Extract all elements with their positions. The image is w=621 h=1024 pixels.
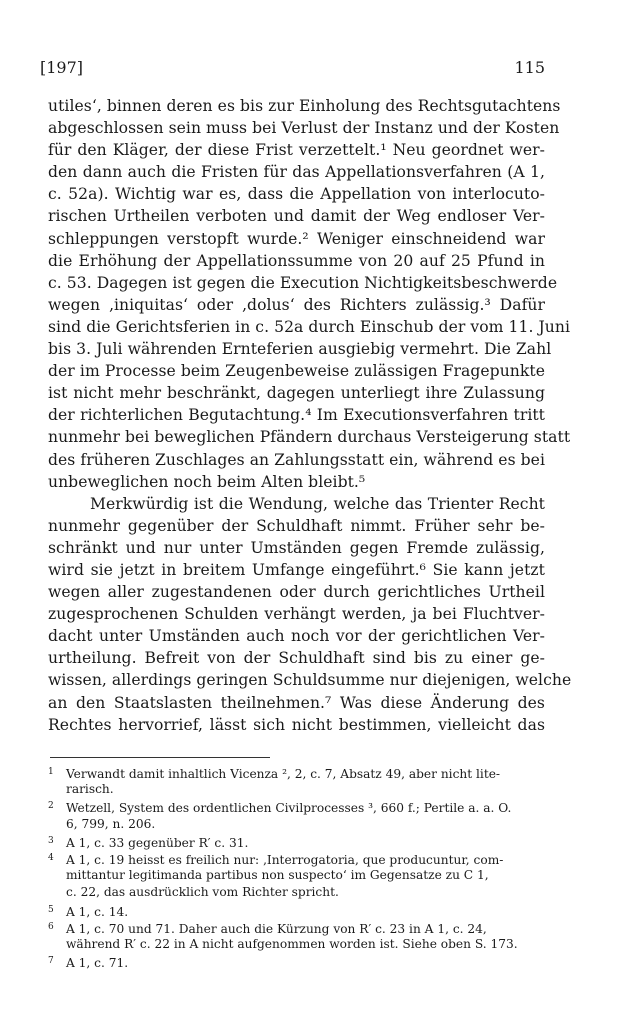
page-number: 115 — [514, 58, 545, 77]
footnote-text: A 1, c. 33 gegenüber R′ c. 31. — [66, 835, 249, 850]
body-line: der richterlichen Begutachtung.⁴ Im Executionsverfahren tritt — [48, 406, 545, 425]
footnote-text: mittantur legitimanda partibus non suspecto‘ im Gegensatze zu C 1, — [66, 868, 489, 883]
body-line: zugesprochenen Schulden verhängt werden, ja bei Fluchtver- — [48, 605, 545, 624]
body-line: utiles‘, binnen deren es bis zur Einholung des Rechtsgutachtens — [48, 97, 561, 115]
footnote-number: 7 — [48, 956, 54, 967]
body-line: wissen, allerdings geringen Schuldsumme nur diejenigen, welche — [48, 671, 572, 690]
footnote — [48, 833, 545, 850]
body-line: dacht unter Umständen auch noch vor der gerichtlichen Ver- — [48, 627, 545, 646]
footnote-text: c. 22, das ausdrücklich vom Richter spricht. — [66, 885, 339, 900]
footnote-text: A 1, c. 14. — [66, 904, 129, 919]
body-line: c. 52a). Wichtig war es, dass die Appellation von interlocuto- — [48, 185, 545, 204]
body-line: wegen ‚iniquitas‘ oder ‚dolus‘ des Richters zulässig.³ Dafür — [48, 295, 545, 314]
body-line: nunmehr gegenüber der Schuldhaft nimmt. Früher sehr be- — [48, 516, 545, 535]
footnote — [48, 919, 545, 953]
footnote-number: 4 — [48, 852, 54, 863]
footnote-text: während R′ c. 22 in A nicht aufgenommen worden ist. Siehe oben S. 173. — [66, 936, 518, 951]
footnote-text: A 1, c. 71. — [66, 956, 129, 971]
footnote-number: 6 — [48, 921, 54, 932]
footnote-text: A 1, c. 19 heisst es freilich nur: ‚Interrogatoria, que producuntur, com- — [66, 852, 504, 867]
footnote-text: A 1, c. 70 und 71. Daher auch die Kürzung von R′ c. 23 in A 1, c. 24, — [66, 921, 487, 936]
body-line: der im Processe beim Zeugenbeweise zulässigen Fragepunkte — [48, 362, 545, 381]
footnote — [48, 953, 545, 970]
body-line: die Erhöhung der Appellationssumme von 20 auf 25 Pfund in — [48, 251, 545, 270]
body-line: nunmehr bei beweglichen Pfändern durchaus Versteigerung statt — [48, 428, 571, 447]
body-line: bis 3. Juli währenden Ernteferien ausgiebig vermehrt. Die Zahl — [48, 340, 552, 359]
footnote-text: Verwandt damit inhaltlich Vicenza ², 2, c. 7, Absatz 49, aber nicht lite- — [66, 767, 501, 781]
body-line: an den Staatslasten theilnehmen.⁷ Was diese Änderung des — [48, 693, 545, 712]
footnote-divider — [50, 757, 270, 758]
footnote — [48, 850, 545, 902]
body-line: schleppungen verstopft wurde.² Weniger einschneidend war — [48, 229, 545, 248]
footnote-text: Wetzell, System des ordentlichen Civilprocesses ³, 660 f.; Pertile a. a. O. — [66, 801, 512, 816]
footnote-text: rarisch. — [66, 782, 114, 797]
body-line: des früheren Zuschlages an Zahlungsstatt ein, während es bei — [48, 450, 545, 469]
body-line: unbeweglichen noch beim Alten bleibt.⁵ — [48, 472, 366, 491]
footnote — [48, 902, 545, 919]
body-line: wegen aller zugestandenen oder durch gerichtliches Urtheil — [48, 583, 545, 602]
body-line: wird sie jetzt in breitem Umfange eingeführt.⁶ Sie kann jetzt — [48, 560, 545, 579]
footnote-text: 6, 799, n. 206. — [66, 816, 156, 831]
body-line: rischen Urtheilen verboten und damit der Weg endloser Ver- — [48, 207, 545, 226]
body-line: sind die Gerichtsferien in c. 52a durch Einschub der vom 11. Juni — [48, 317, 570, 336]
footnote-number: 2 — [48, 801, 54, 812]
footnotes — [48, 764, 545, 970]
footnote-number: 5 — [48, 904, 54, 915]
body-text — [48, 95, 572, 736]
body-line: c. 53. Dagegen ist gegen die Execution Nichtigkeitsbeschwerde — [48, 273, 558, 292]
footnote-number: 3 — [48, 835, 54, 846]
body-line: ist nicht mehr beschränkt, dagegen unterliegt ihre Zulassung — [48, 384, 545, 403]
paragraph-start-line: Merkwürdig ist die Wendung, welche das Trienter Recht — [90, 494, 545, 513]
body-line: urtheilung. Befreit von der Schuldhaft sind bis zu einer ge- — [48, 649, 545, 668]
footnote-number: 1 — [48, 767, 54, 777]
page-header — [40, 58, 545, 77]
body-line: für den Kläger, der diese Frist verzettelt.¹ Neu geordnet wer- — [48, 141, 545, 160]
page-marker: [197] — [40, 58, 84, 77]
body-line: Rechtes hervorrief, lässt sich nicht bestimmen, vielleicht das — [48, 715, 545, 734]
footnote — [48, 764, 545, 798]
body-line: abgeschlossen sein muss bei Verlust der Instanz und der Kosten — [48, 119, 560, 138]
body-line: schränkt und nur unter Umständen gegen Fremde zulässig, — [48, 538, 545, 557]
footnote — [48, 798, 545, 832]
body-line: den dann auch die Fristen für das Appellationsverfahren (A 1, — [48, 163, 545, 182]
